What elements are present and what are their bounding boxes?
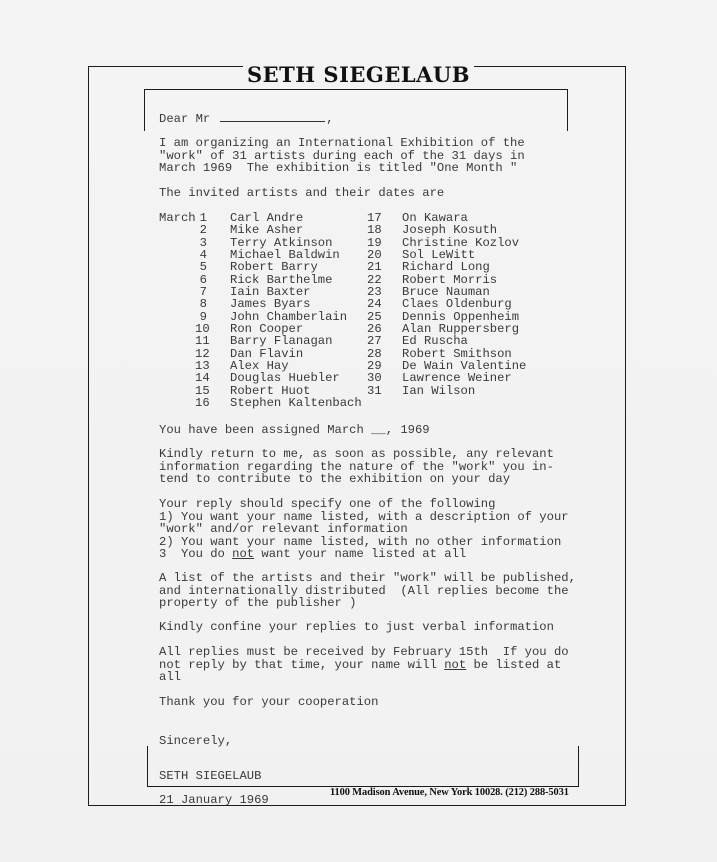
artist-name: Michael Baldwin: [230, 248, 340, 263]
artist-name: On Kawara: [402, 211, 468, 225]
thanks-line: Thank you for your cooperation: [159, 695, 379, 709]
artist-day: 14: [195, 371, 210, 386]
artist-day: 3: [199, 235, 207, 250]
artist-name: Alex Hay: [230, 359, 289, 374]
artist-name: Dan Flavin: [230, 346, 304, 361]
artist-day: 4: [199, 248, 207, 263]
artist-day: 24: [367, 297, 382, 312]
artist-day: 9: [199, 309, 207, 324]
letterhead-address: 1100 Madison Avenue, New York 10028. (212) 288-5031: [330, 787, 569, 798]
artist-day: 31: [367, 383, 382, 398]
artist-day: 2: [199, 223, 207, 238]
artist-day: 16: [195, 396, 210, 411]
artist-day: 28: [367, 346, 382, 361]
artist-day: 13: [195, 359, 210, 374]
artist-name: Joseph Kosuth: [402, 223, 498, 238]
reply-options: Your reply should specify one of the following 1) You want your name listed, with a description of your "work" and/or relevant information 2) You want your name listed, with no other information 3 You do not want your name listed at all: [159, 497, 569, 561]
salutation: [159, 113, 334, 126]
letter-date: 21 January 1969: [159, 793, 269, 807]
salutation-prefix: Dear Mr: [159, 112, 211, 126]
artist-name: De Wain Valentine: [402, 359, 527, 374]
artist-day: 15: [195, 383, 210, 398]
artist-name: Robert Morris: [402, 272, 498, 287]
artist-day: 22: [367, 272, 382, 287]
artist-day: 8: [199, 297, 207, 312]
artist-name: Claes Oldenburg: [402, 297, 512, 312]
artist-day: 26: [367, 322, 382, 337]
salutation-comma: ,: [326, 112, 334, 126]
artist-day: 19: [367, 235, 382, 250]
artist-name: Ron Cooper: [230, 322, 304, 337]
artist-name: Stephen Kaltenbach: [230, 396, 362, 411]
signature: SETH SIEGELAUB: [159, 769, 262, 783]
artist-day: 25: [367, 309, 382, 324]
list-intro: The invited artists and their dates are: [159, 186, 445, 200]
artist-name: Carl Andre: [230, 211, 304, 225]
artist-name: John Chamberlain: [230, 309, 348, 324]
recipient-name-blank: [220, 113, 325, 122]
artist-name: Sol LeWitt: [402, 248, 476, 263]
artist-name: Christine Kozlov: [402, 235, 520, 250]
artist-day: 10: [195, 322, 210, 337]
artist-name: Robert Smithson: [402, 346, 512, 361]
assigned-date-line: You have been assigned March __, 1969: [159, 423, 430, 437]
artist-day: 20: [367, 248, 382, 263]
artist-name: Douglas Huebler: [230, 371, 340, 386]
artist-name: Robert Huot: [230, 383, 311, 398]
month-label: March: [159, 211, 196, 225]
artist-name: Ian Wilson: [402, 383, 476, 398]
artist-day: 6: [199, 272, 207, 287]
artist-name: Dennis Oppenheim: [402, 309, 520, 324]
artist-name: Lawrence Weiner: [402, 371, 512, 386]
artist-day: 7: [199, 285, 207, 300]
publication-paragraph: A list of the artists and their "work" will be published, and internationally distributed (All replies become the property of the publisher ): [159, 571, 576, 610]
artist-day: 21: [367, 260, 382, 275]
artist-name: James Byars: [230, 297, 311, 312]
intro-paragraph: I am organizing an International Exhibition of the "work" of 31 artists during each of the 31 days in March 1969 The exhibition is titled "One Month ": [159, 136, 525, 175]
artist-day: 23: [367, 285, 382, 300]
artist-name: Robert Barry: [230, 260, 318, 275]
letterhead-title: SETH SIEGELAUB: [0, 63, 717, 87]
artist-day: 27: [367, 334, 382, 349]
closing: Sincerely,: [159, 734, 233, 748]
deadline-paragraph: All replies must be received by February 15th If you do not reply by that time, your name will not be listed at all: [159, 645, 569, 684]
artist-day: 11: [195, 334, 210, 349]
artist-name: Terry Atkinson: [230, 235, 333, 250]
artist-name: Mike Asher: [230, 223, 304, 238]
confine-line: Kindly confine your replies to just verbal information: [159, 620, 554, 634]
artist-name: Iain Baxter: [230, 285, 311, 300]
return-info-paragraph: Kindly return to me, as soon as possible, any relevant information regarding the nature of the "work" you in- tend to contribute to the exhibition on your day: [159, 447, 554, 486]
artist-day: 18: [367, 223, 382, 238]
artist-day: 5: [199, 260, 207, 275]
artist-name: Richard Long: [402, 260, 490, 275]
artist-name: Bruce Nauman: [402, 285, 490, 300]
artist-name: Ed Ruscha: [402, 334, 468, 349]
artist-day: 1: [199, 211, 207, 225]
artist-day: 12: [195, 346, 210, 361]
artist-day: 17: [367, 211, 382, 225]
artist-day: 29: [367, 359, 382, 374]
artist-name: Alan Ruppersberg: [402, 322, 520, 337]
artist-name: Rick Barthelme: [230, 272, 333, 287]
artist-day: 30: [367, 371, 382, 386]
artist-name: Barry Flanagan: [230, 334, 333, 349]
